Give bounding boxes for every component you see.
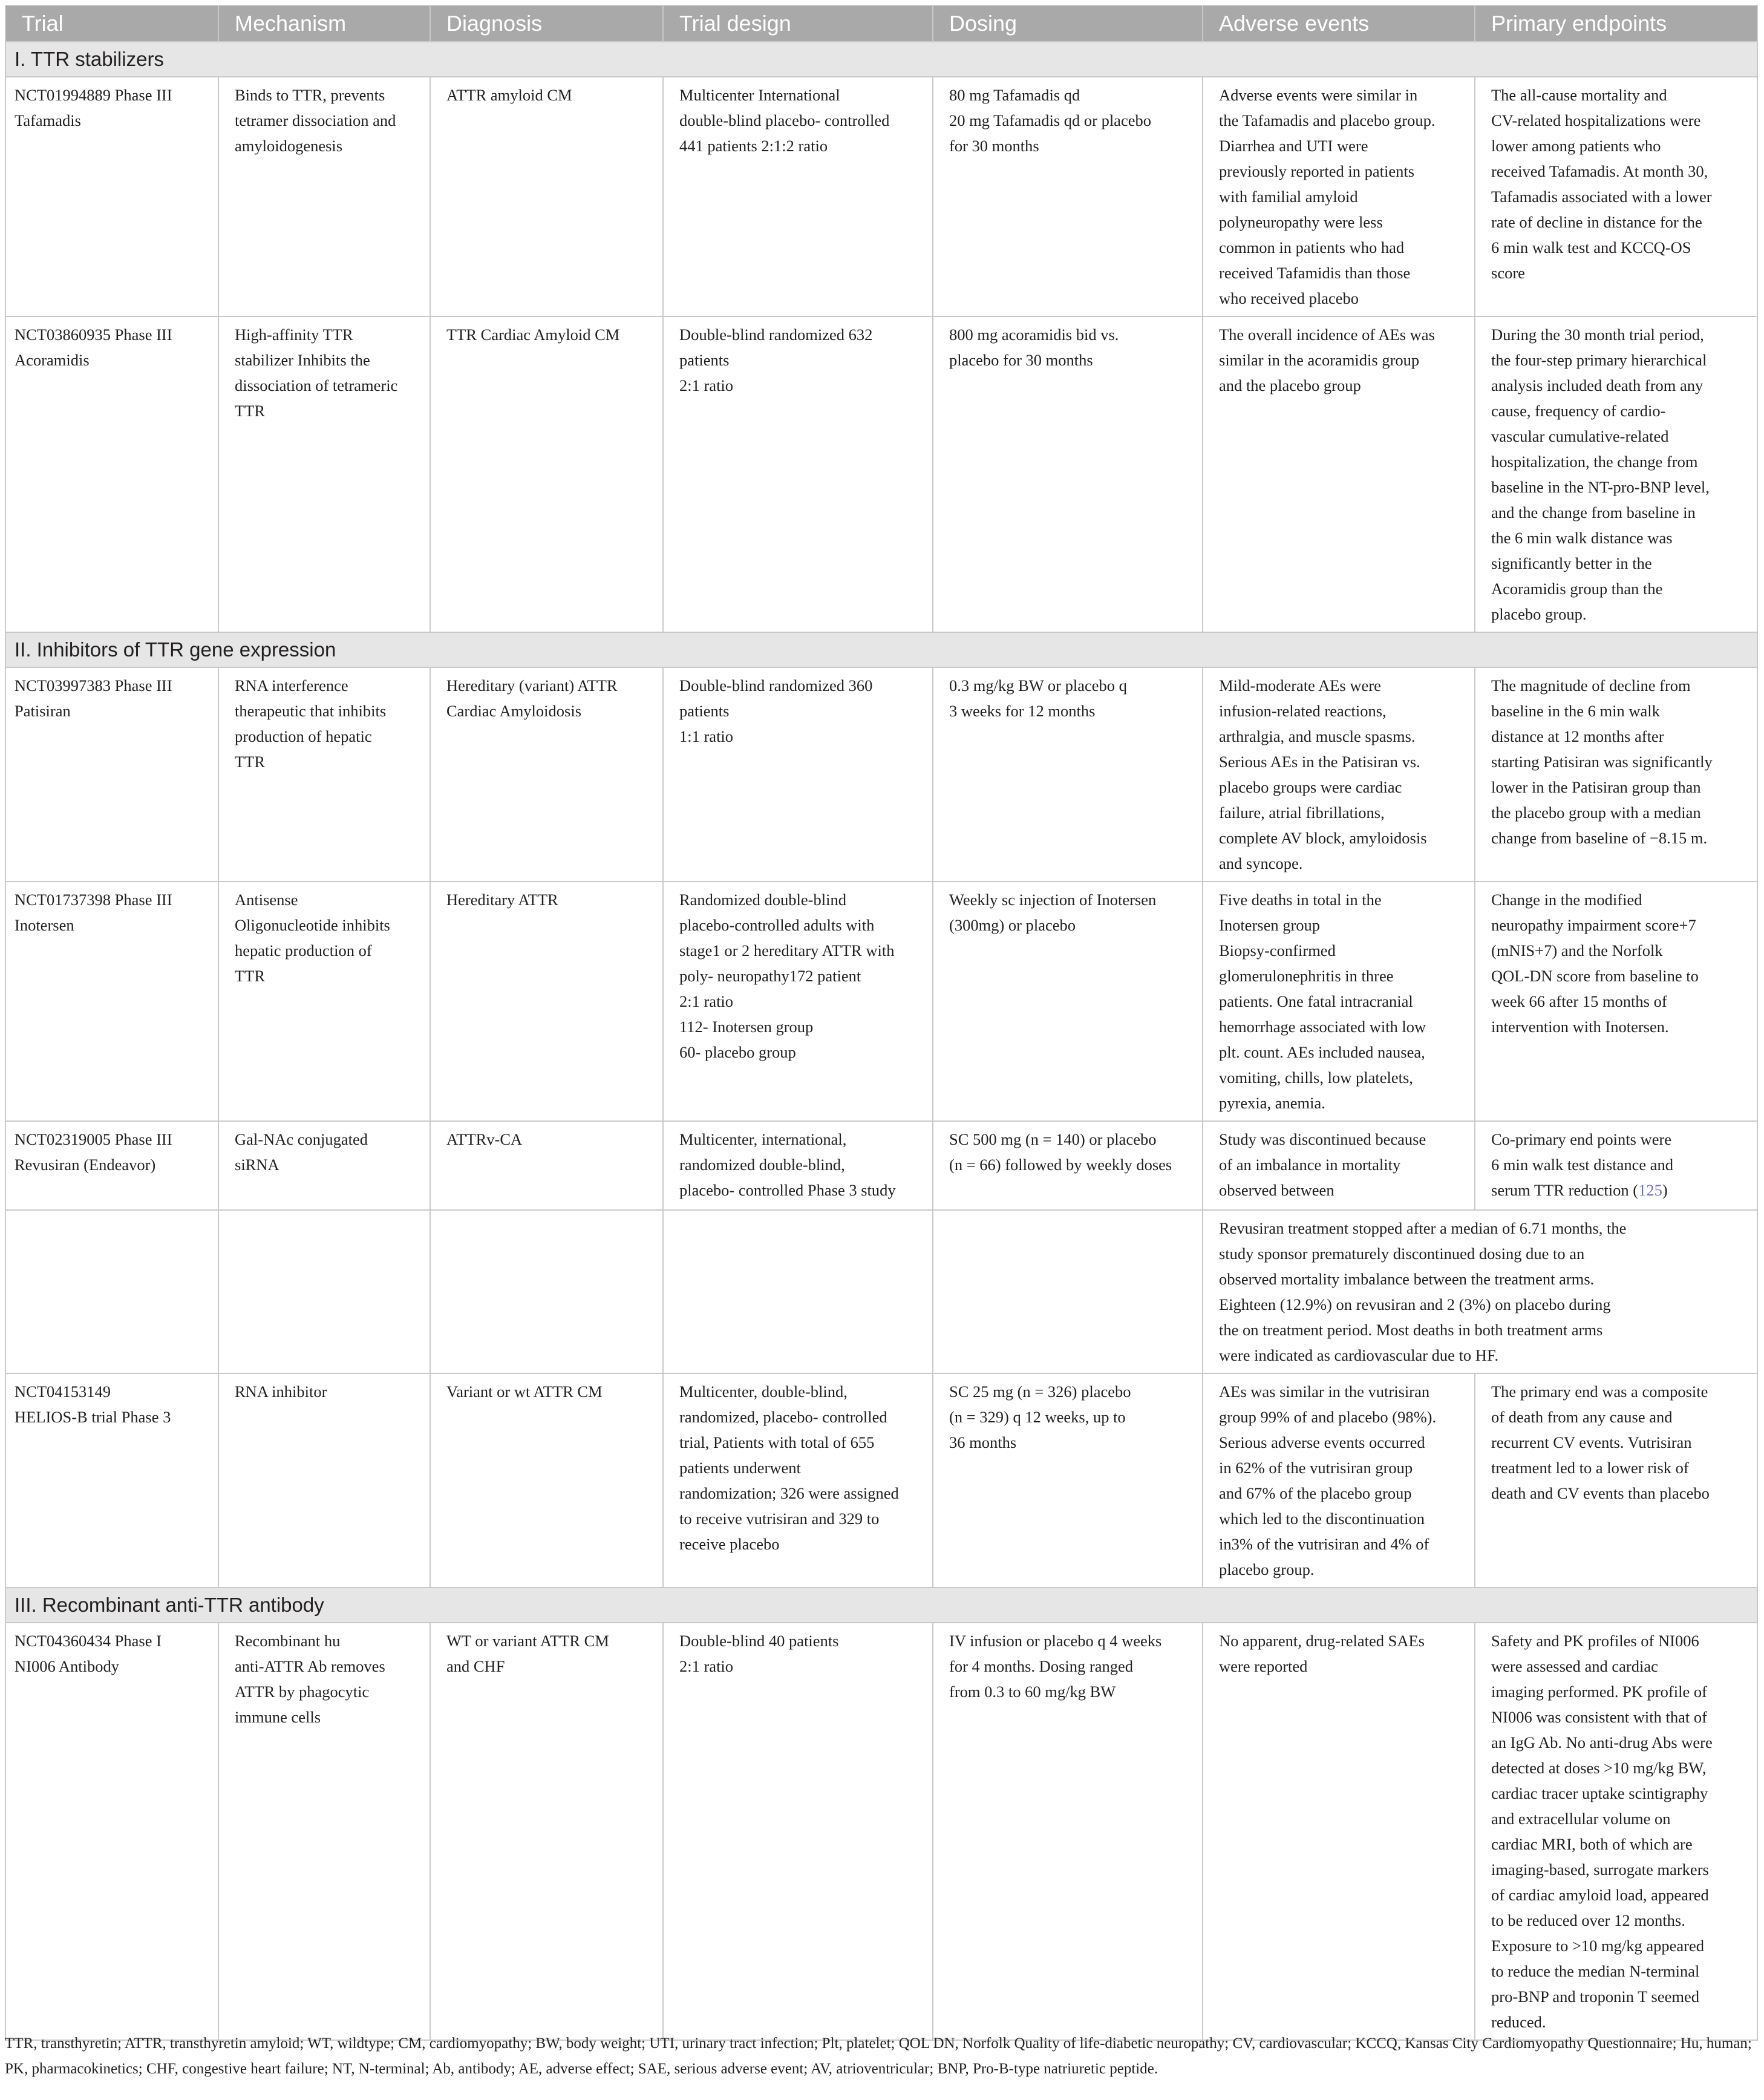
cell-dosing: 0.3 mg/kg BW or placebo q 3 weeks for 12 months	[933, 667, 1203, 882]
cell-trial-design: Randomized double-blind placebo-controlled adults with stage1 or 2 hereditary ATTR with poly- neuropathy172 patient 2:1 ratio 112- Inotersen group 60- placebo group	[663, 882, 933, 1121]
cell-primary-endpoints: Safety and PK profiles of NI006 were assessed and cardiac imaging performed. PK profile of NI006 was consistent with that of an IgG Ab. No anti-drug Abs were detected at doses >10 mg/kg BW, cardiac tracer uptake scintigraphy and extracellular volume on cardiac MRI, both of which are imaging-based, surrogate markers of cardiac amyloid load, appeared to be reduced over 12 months. Exposure to >10 mg/kg appeared to reduce the median N-terminal pro-BNP and troponin T seemed reduced.	[1475, 1623, 1757, 2040]
cell-mechanism	[218, 1210, 430, 1373]
cell-trial: NCT03997383 Phase III Patisiran	[5, 667, 218, 882]
cell-adverse-events: Adverse events were similar in the Tafamadis and placebo group. Diarrhea and UTI were previously reported in patients with familial amyloid polyneuropathy were less common in patients who had received Tafamidis than those who received placebo	[1203, 77, 1475, 316]
cell-mechanism: High-affinity TTR stabilizer Inhibits the dissociation of tetrameric TTR	[218, 316, 430, 632]
table-container	[5, 5, 1757, 2041]
cell-trial-design: Double-blind randomized 360 patients 1:1 ratio	[663, 667, 933, 882]
header-trial-design: Trial design	[663, 5, 933, 42]
table-row	[5, 882, 1757, 1121]
cell-adverse-events: Mild-moderate AEs were infusion-related reactions, arthralgia, and muscle spasms. Serious AEs in the Patisiran vs. placebo groups were cardiac failure, atrial fibrillations, complete AV block, amyloidosis and syncope.	[1203, 667, 1475, 882]
endpoints-text: Co-primary end points were 6 min walk test distance and serum TTR reduction (	[1491, 1130, 1673, 1199]
header-adverse-events: Adverse events	[1203, 5, 1475, 42]
cell-primary-endpoints: The all-cause mortality and CV-related hospitalizations were lower among patients who received Tafamadis. At month 30, Tafamadis associated with a lower rate of decline in distance for the 6 min walk test and KCCQ-OS score	[1475, 77, 1757, 316]
cell-trial-design: Multicenter, international, randomized double-blind, placebo- controlled Phase 3 study	[663, 1121, 933, 1210]
header-primary-endpoints: Primary endpoints	[1475, 5, 1757, 42]
table-footnote: TTR, transthyretin; ATTR, transthyretin amyloid; WT, wildtype; CM, cardiomyopathy; BW, body weight; UTI, urinary tract infection; Plt, platelet; QOL DN, Norfolk Quality of life-diabetic neuropathy; CV, cardiovascular; KCCQ, Kansas City Cardiomyopathy Questionnaire; Hu, human; PK, pharmacokinetics; CHF, congestive heart failure; NT, N-terminal; Ab, antibody; AE, adverse effect; SAE, serious adverse event; AV, atrioventricular; BNP, Pro-B-type natriuretic peptide.	[5, 2035, 1752, 2077]
cell-adverse-events-continuation: Revusiran treatment stopped after a median of 6.71 months, the study sponsor prematurely discontinued dosing due to an observed mortality imbalance between the treatment arms. Eighteen (12.9%) on revusiran and 2 (3%) on placebo during the on treatment period. Most deaths in both treatment arms were indicated as cardiovascular due to HF.	[1203, 1210, 1757, 1373]
cell-trial: NCT04360434 Phase I NI006 Antibody	[5, 1623, 218, 2040]
cell-primary-endpoints: Change in the modified neuropathy impairment score+7 (mNIS+7) and the Norfolk QOL-DN score from baseline to week 66 after 15 months of intervention with Inotersen.	[1475, 882, 1757, 1121]
table-row	[5, 316, 1757, 632]
cell-diagnosis: Hereditary (variant) ATTR Cardiac Amyloidosis	[430, 667, 663, 882]
trials-table	[5, 5, 1758, 2041]
cell-trial: NCT01737398 Phase III Inotersen	[5, 882, 218, 1121]
cell-diagnosis: ATTR amyloid CM	[430, 77, 663, 316]
cell-adverse-events: No apparent, drug-related SAEs were reported	[1203, 1623, 1475, 2040]
cell-mechanism: Recombinant hu anti-ATTR Ab removes ATTR by phagocytic immune cells	[218, 1623, 430, 2040]
section-row	[5, 632, 1757, 667]
cell-diagnosis: WT or variant ATTR CM and CHF	[430, 1623, 663, 2040]
cell-trial	[5, 1210, 218, 1373]
cell-dosing: Weekly sc injection of Inotersen (300mg) or placebo	[933, 882, 1203, 1121]
cell-diagnosis: ATTRv-CA	[430, 1121, 663, 1210]
cell-adverse-events: The overall incidence of AEs was similar in the acoramidis group and the placebo group	[1203, 316, 1475, 632]
cell-mechanism: Binds to TTR, prevents tetramer dissociation and amyloidogenesis	[218, 77, 430, 316]
section-title: II. Inhibitors of TTR gene expression	[5, 632, 1757, 667]
reference-link[interactable]: 125	[1638, 1181, 1662, 1199]
cell-diagnosis: Hereditary ATTR	[430, 882, 663, 1121]
cell-dosing	[933, 1210, 1203, 1373]
header-dosing: Dosing	[933, 5, 1203, 42]
table-row	[5, 1121, 1757, 1210]
cell-mechanism: Antisense Oligonucleotide inhibits hepatic production of TTR	[218, 882, 430, 1121]
cell-mechanism: Gal-NAc conjugated siRNA	[218, 1121, 430, 1210]
header-diagnosis: Diagnosis	[430, 5, 663, 42]
section-row	[5, 1588, 1757, 1623]
cell-dosing: 80 mg Tafamadis qd 20 mg Tafamadis qd or placebo for 30 months	[933, 77, 1203, 316]
cell-adverse-events: AEs was similar in the vutrisiran group 99% of and placebo (98%). Serious adverse events occurred in 62% of the vutrisiran group and 67% of the placebo group which led to the discontinuation in3% of the vutrisiran and 4% of placebo group.	[1203, 1373, 1475, 1588]
cell-mechanism: RNA interference therapeutic that inhibits production of hepatic TTR	[218, 667, 430, 882]
table-row	[5, 1210, 1757, 1373]
endpoints-text-tail: )	[1662, 1181, 1668, 1199]
cell-trial: NCT04153149 HELIOS-B trial Phase 3	[5, 1373, 218, 1588]
cell-dosing: SC 25 mg (n = 326) placebo (n = 329) q 12 weeks, up to 36 months	[933, 1373, 1203, 1588]
section-title: III. Recombinant anti-TTR antibody	[5, 1588, 1757, 1623]
cell-primary-endpoints	[1475, 1121, 1757, 1210]
table-row	[5, 1373, 1757, 1588]
cell-dosing: IV infusion or placebo q 4 weeks for 4 months. Dosing ranged from 0.3 to 60 mg/kg BW	[933, 1623, 1203, 2040]
table-row	[5, 1623, 1757, 2040]
cell-trial-design: Double-blind 40 patients 2:1 ratio	[663, 1623, 933, 2040]
cell-trial: NCT02319005 Phase III Revusiran (Endeavor)	[5, 1121, 218, 1210]
cell-mechanism: RNA inhibitor	[218, 1373, 430, 1588]
table-row	[5, 667, 1757, 882]
cell-primary-endpoints: The magnitude of decline from baseline in the 6 min walk distance at 12 months after starting Patisiran was significantly lower in the Patisiran group than the placebo group with a median change from baseline of −8.15 m.	[1475, 667, 1757, 882]
cell-diagnosis	[430, 1210, 663, 1373]
section-title: I. TTR stabilizers	[5, 42, 1757, 77]
cell-diagnosis: Variant or wt ATTR CM	[430, 1373, 663, 1588]
cell-diagnosis: TTR Cardiac Amyloid CM	[430, 316, 663, 632]
cell-trial: NCT03860935 Phase III Acoramidis	[5, 316, 218, 632]
cell-adverse-events: Five deaths in total in the Inotersen group Biopsy-confirmed glomerulonephritis in three patients. One fatal intracranial hemorrhage associated with low plt. count. AEs included nausea, vomiting, chills, low platelets, pyrexia, anemia.	[1203, 882, 1475, 1121]
cell-primary-endpoints: The primary end was a composite of death from any cause and recurrent CV events. Vutrisiran treatment led to a lower risk of death and CV events than placebo	[1475, 1373, 1757, 1588]
cell-adverse-events: Study was discontinued because of an imbalance in mortality observed between	[1203, 1121, 1475, 1210]
table-row	[5, 77, 1757, 316]
section-row	[5, 42, 1757, 77]
cell-trial-design: Multicenter International double-blind placebo- controlled 441 patients 2:1:2 ratio	[663, 77, 933, 316]
header-trial: Trial	[5, 5, 218, 42]
cell-trial-design	[663, 1210, 933, 1373]
cell-trial-design: Double-blind randomized 632 patients 2:1 ratio	[663, 316, 933, 632]
cell-dosing: 800 mg acoramidis bid vs. placebo for 30 months	[933, 316, 1203, 632]
cell-primary-endpoints: During the 30 month trial period, the four-step primary hierarchical analysis included death from any cause, frequency of cardio- vascular cumulative-related hospitalization, the change from baseline in the NT-pro-BNP level, and the change from baseline in the 6 min walk distance was significantly better in the Acoramidis group than the placebo group.	[1475, 316, 1757, 632]
cell-dosing: SC 500 mg (n = 140) or placebo (n = 66) followed by weekly doses	[933, 1121, 1203, 1210]
cell-trial-design: Multicenter, double-blind, randomized, placebo- controlled trial, Patients with total of 655 patients underwent randomization; 326 were assigned to receive vutrisiran and 329 to receive placebo	[663, 1373, 933, 1588]
header-mechanism: Mechanism	[218, 5, 430, 42]
cell-trial: NCT01994889 Phase III Tafamadis	[5, 77, 218, 316]
header-row	[5, 5, 1757, 42]
